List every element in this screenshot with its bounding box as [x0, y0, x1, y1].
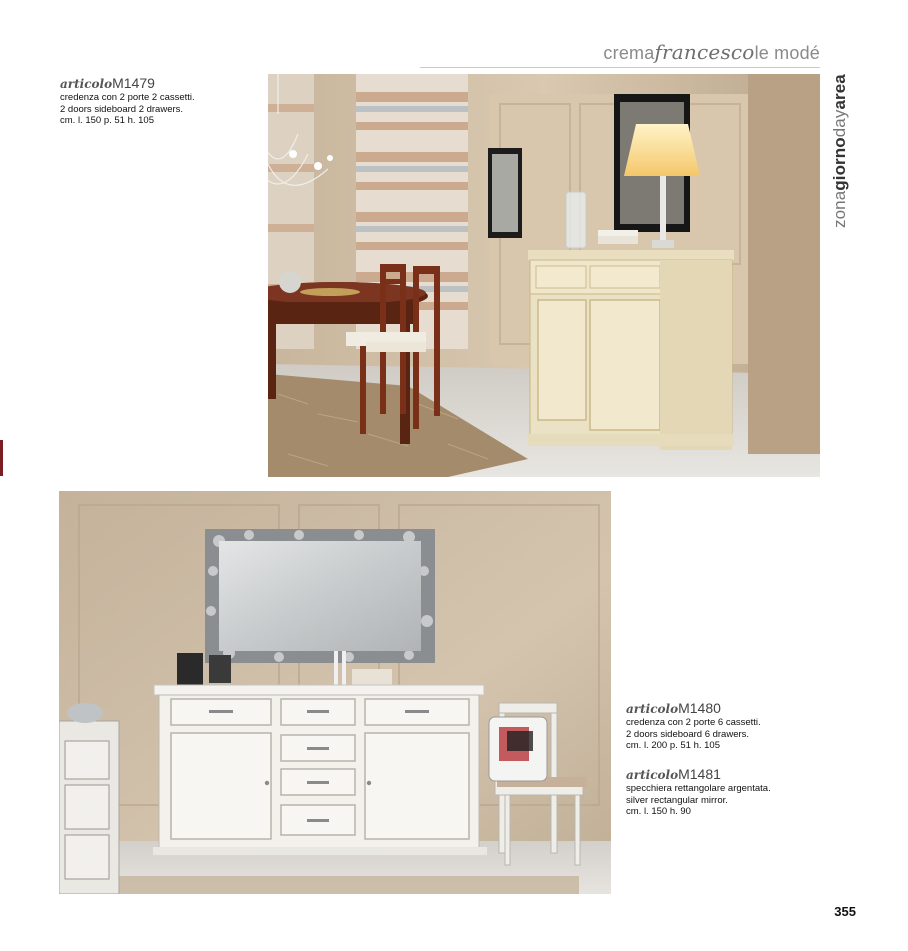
side-label-day: day — [830, 109, 849, 138]
brand-part-francesco: francesco — [654, 40, 755, 64]
page-edge-mark — [0, 440, 3, 476]
product-description-en: 2 doors sideboard 2 drawers. — [60, 103, 184, 115]
product-dimensions: cm. l. 150 p. 51 h. 105 — [60, 115, 155, 126]
photo-sideboard-m1479 — [268, 74, 820, 477]
page-number: 355 — [834, 904, 856, 919]
product-info-m1480 — [626, 700, 761, 752]
product-code: M1480 — [678, 700, 721, 716]
brand-part-crema: crema — [603, 43, 655, 63]
product-description-it: specchiera rettangolare argentata. — [626, 783, 771, 794]
header-rule — [420, 67, 820, 68]
brand-part-lemode: le modé — [754, 43, 820, 63]
side-label-zona: zona — [830, 190, 849, 228]
product-description-it: credenza con 2 porte 2 cassetti. — [60, 92, 195, 103]
product-info-m1481 — [626, 766, 771, 818]
product-code: M1479 — [112, 75, 155, 91]
section-side-label — [830, 74, 850, 228]
product-dimensions: cm. l. 200 p. 51 h. 105 — [626, 740, 721, 751]
product-code-prefix: articolo — [626, 702, 679, 716]
side-label-giorno: giorno — [830, 137, 849, 191]
photo-sideboard-m1480 — [59, 491, 611, 894]
product-description-en: silver rectangular mirror. — [626, 794, 728, 806]
product-code: M1481 — [678, 766, 721, 782]
side-label-area: area — [830, 74, 849, 110]
product-code-prefix: articolo — [626, 768, 679, 782]
product-code-prefix: articolo — [60, 77, 113, 91]
product-description-it: credenza con 2 porte 6 cassetti. — [626, 717, 761, 728]
catalog-brand-header — [603, 40, 820, 64]
product-dimensions: cm. l. 150 h. 90 — [626, 806, 691, 817]
product-info-m1479 — [60, 75, 195, 127]
product-description-en: 2 doors sideboard 6 drawers. — [626, 728, 750, 740]
